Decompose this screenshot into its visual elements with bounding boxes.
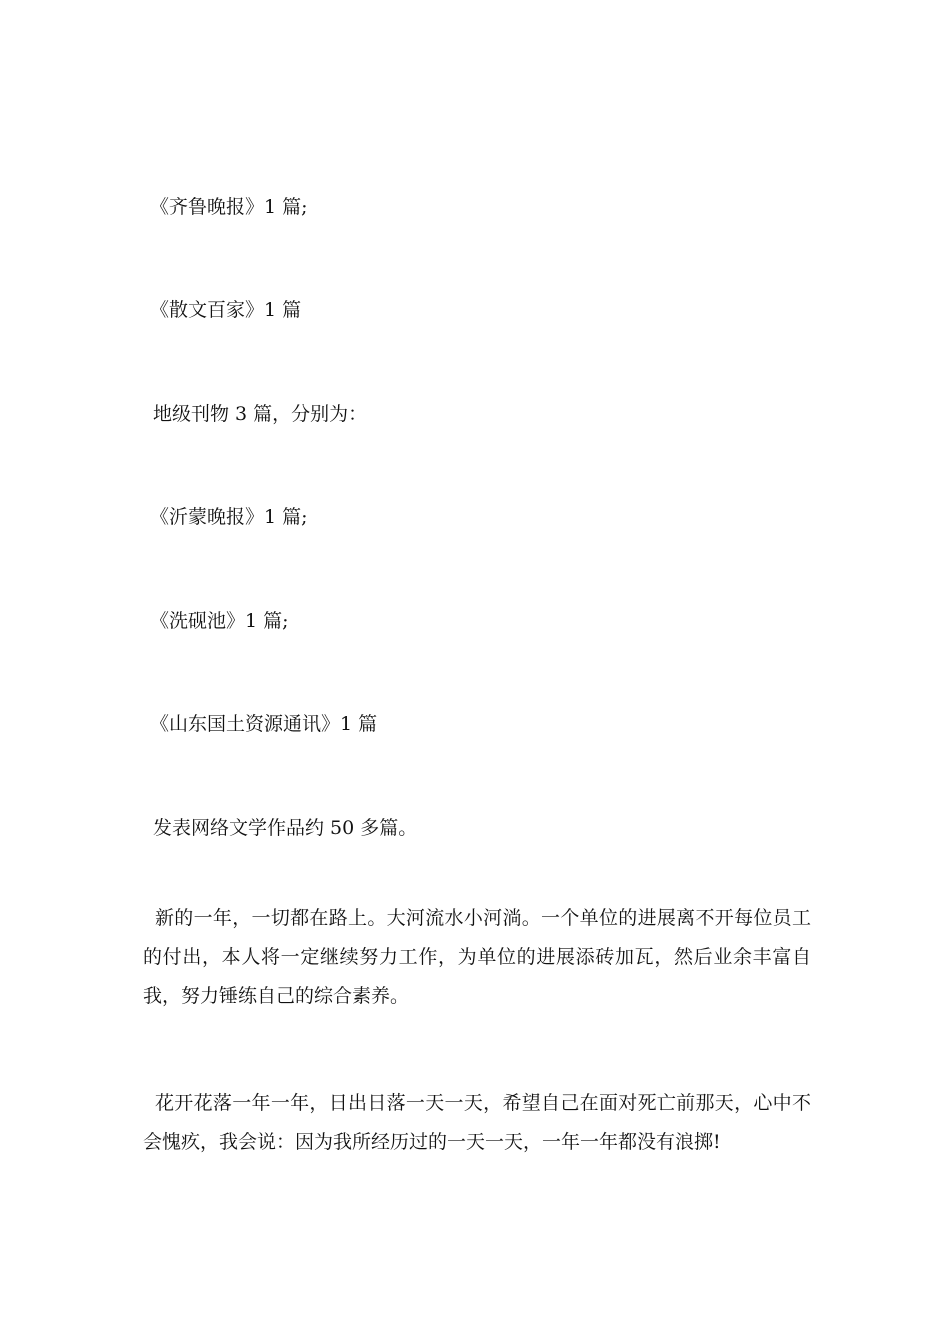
paragraph-new-year: 新的一年，一切都在路上。大河流水小河淌。一个单位的进展离不开每位员工的付出，本人将一定继续努力工作，为单位的进展添砖加瓦，然后业余丰富自我，努力锤练自己的综合素养。	[143, 907, 811, 1007]
text-line-prose-masters: 《散文百家》1 篇	[150, 299, 302, 321]
text-line-qilu-evening-news: 《齐鲁晚报》1 篇;	[150, 196, 308, 218]
paragraph-flowers-bloom: 花开花落一年一年，日出日落一天一天，希望自己在面对死亡前那天，心中不会愧疚，我会说：因为我所经历过的一天一天，一年一年都没有浪掷!	[143, 1092, 811, 1153]
text-line-online-works: 发表网络文学作品约 50 多篇。	[153, 817, 418, 839]
text-line-xiyanchi: 《洗砚池》1 篇;	[150, 610, 289, 632]
text-line-shandong-land-resources: 《山东国土资源通讯》1 篇	[150, 713, 378, 735]
text-line-yimeng-evening-news: 《沂蒙晚报》1 篇;	[150, 506, 308, 528]
text-line-prefecture-journals: 地级刊物 3 篇，分别为：	[153, 403, 368, 425]
